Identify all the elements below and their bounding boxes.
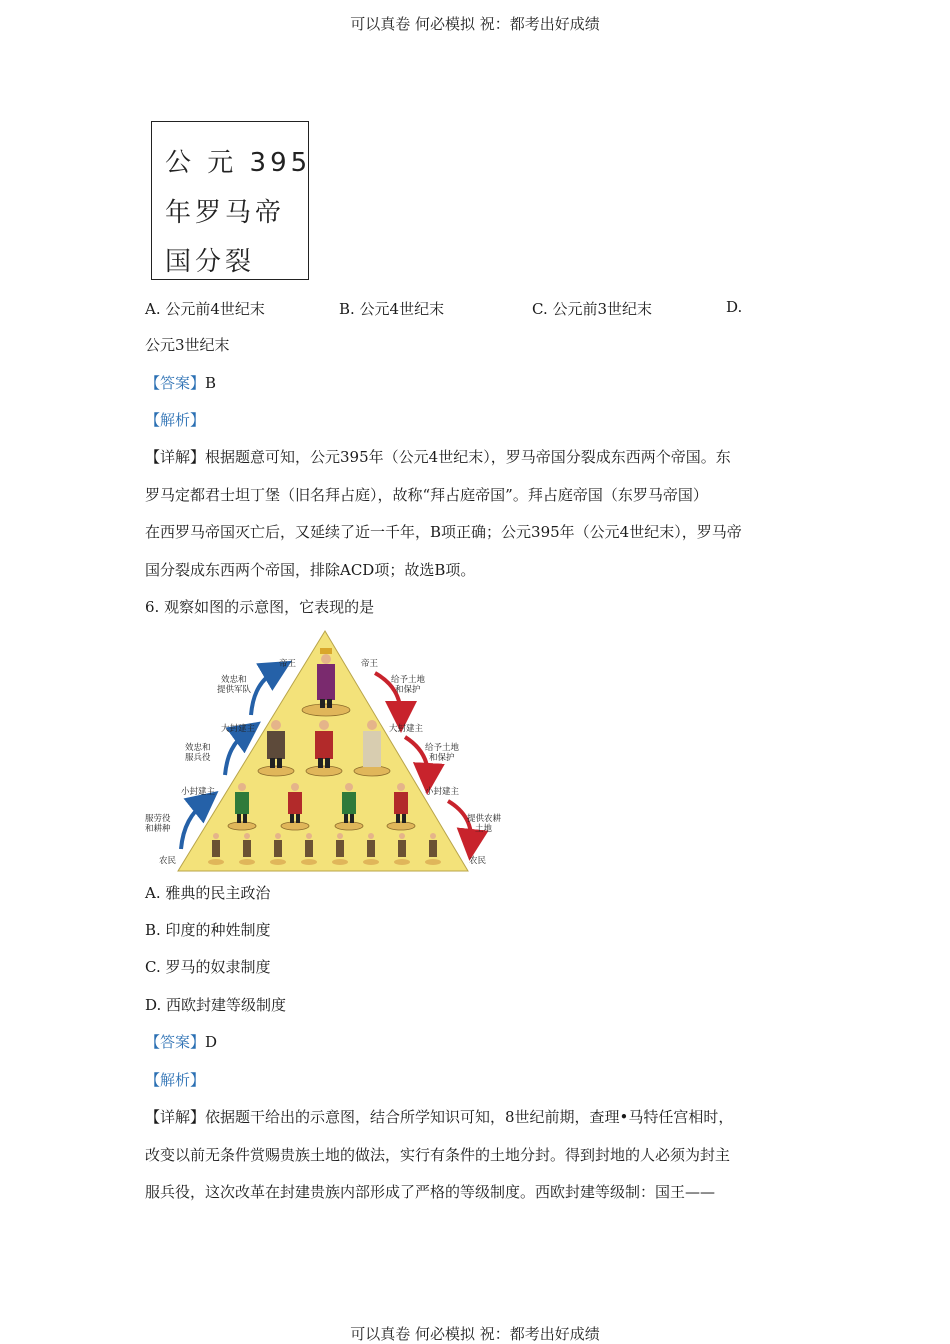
q6-detail-line-2: 改变以前无条件赏赐贵族土地的做法，实行有条件的土地分封。得到封地的人必须为封主	[145, 1146, 731, 1164]
q5-option-a: A. 公元前4世纪末	[145, 300, 265, 318]
pyramid-left-label-10: 农民	[159, 856, 177, 866]
pyramid-left-label-9: 和耕种	[145, 824, 171, 834]
pyramid-left-label-7: 小封建主	[181, 787, 216, 797]
pyramid-right-label-4: 大封建主	[389, 724, 424, 734]
q5-detail-line-4: 国分裂成东西两个帝国，排除ACD项；故选B项。	[145, 561, 476, 579]
q6-option-c: C. 罗马的奴隶制度	[145, 958, 271, 976]
q6-option-a: A. 雅典的民主政治	[145, 884, 271, 902]
page-header: 可以真卷 何必模拟 祝：都考出好成绩	[350, 15, 600, 33]
q5-option-b: B. 公元4世纪末	[339, 300, 445, 318]
answer-tag: 【答案】	[145, 374, 206, 392]
q6-detail-line-3: 服兵役，这次改革在封建贵族内部形成了严格的等级制度。西欧封建等级制：国王——	[145, 1183, 716, 1201]
q5-answer-line	[145, 373, 216, 393]
pyramid-right-label-9: 土地	[475, 824, 493, 834]
feudal-pyramid-figure	[143, 627, 513, 875]
q5-detail-line-1	[145, 447, 731, 467]
box-line-1: 公 元 395	[165, 148, 312, 178]
pyramid-left-label-5: 效忠和	[185, 743, 211, 753]
left-arrow-1	[251, 669, 278, 715]
box-line-2: 年罗马帝	[165, 198, 286, 228]
pyramid-left-label-6: 服兵役	[185, 753, 211, 763]
detail-tag: 【详解】	[145, 448, 206, 466]
q5-option-d-text: 公元3世纪末	[145, 336, 230, 354]
great-lords-figures	[258, 720, 390, 776]
q5-option-d: D.	[726, 298, 743, 316]
image-text-box	[151, 121, 312, 280]
pyramid-left-label-3: 提供军队	[217, 685, 252, 695]
detail-tag-2: 【详解】	[145, 1108, 206, 1126]
pyramid-right-label-6: 和保护	[429, 753, 455, 763]
q5-detail-line-3: 在西罗马帝国灭亡后，又延续了近一千年，B项正确；公元395年（公元4世纪末），罗马帝	[145, 523, 742, 541]
q5-analysis-tag: 【解析】	[145, 411, 206, 429]
pyramid-right-label-10: 农民	[469, 856, 487, 866]
pyramid-left-label-2: 效忠和	[221, 675, 247, 685]
pyramid-right-label-2: 给予土地	[391, 675, 426, 685]
page-footer: 可以真卷 何必模拟 祝：都考出好成绩	[350, 1325, 600, 1343]
q5-detail-line-2: 罗马定都君士坦丁堡（旧名拜占庭），故称“拜占庭帝国”。拜占庭帝国（东罗马帝国）	[145, 486, 708, 504]
pyramid-right-label-1: 帝王	[361, 659, 379, 669]
q5-detail-text-1: 根据题意可知，公元395年（公元4世纪末），罗马帝国分裂成东西两个帝国。东	[205, 448, 731, 466]
pyramid-left-label-4: 大封建主	[221, 724, 256, 734]
pyramid-left-label-1: 帝王	[279, 659, 297, 669]
pyramid-right-label-3: 和保护	[395, 685, 421, 695]
pyramid-right-label-7: 小封建主	[425, 787, 460, 797]
q6-analysis-tag: 【解析】	[145, 1071, 206, 1089]
q6-answer-line	[145, 1032, 217, 1052]
pyramid-right-label-5: 给予土地	[425, 743, 460, 753]
q6-question: 6. 观察如图的示意图，它表现的是	[145, 598, 375, 616]
q5-answer: B	[205, 374, 217, 392]
q5-option-c: C. 公元前3世纪末	[532, 300, 653, 318]
q6-detail-line-1	[145, 1107, 733, 1127]
pyramid-left-label-8: 服劳役	[145, 814, 171, 824]
pyramid-right-label-8: 提供农耕	[467, 814, 502, 824]
answer-tag-2: 【答案】	[145, 1033, 206, 1051]
q6-option-d: D. 西欧封建等级制度	[145, 996, 287, 1014]
q6-option-b: B. 印度的种姓制度	[145, 921, 271, 939]
q6-detail-text-1: 依据题干给出的示意图，结合所学知识可知，8世纪前期，查理•马特任宫相时，	[205, 1108, 734, 1126]
box-line-3: 国分裂	[165, 247, 256, 277]
q6-answer: D	[205, 1033, 218, 1051]
